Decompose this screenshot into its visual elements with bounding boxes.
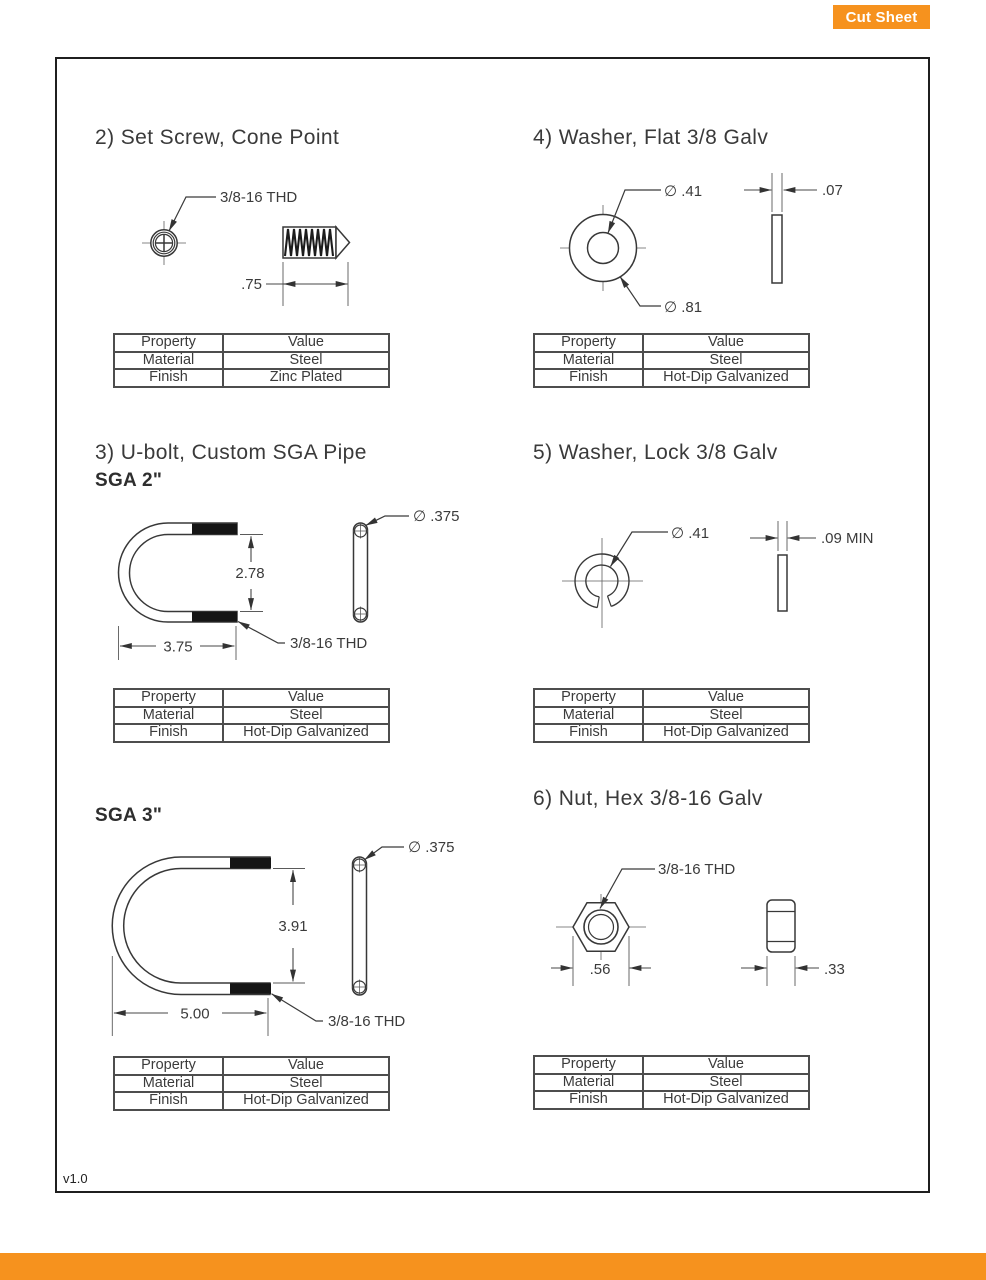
table-header-cell: Property	[534, 689, 643, 707]
table-header-cell: Value	[643, 1056, 809, 1074]
washer-flat-table	[533, 333, 810, 388]
title-washer-flat: 4) Washer, Flat 3/8 Galv	[533, 126, 769, 149]
washer-flat-id-label: ∅ .41	[664, 183, 703, 200]
table-cell: Steel	[643, 707, 809, 725]
table-header-cell: Property	[534, 1056, 643, 1074]
table-header-cell: Property	[114, 334, 223, 352]
title-nut: 6) Nut, Hex 3/8-16 Galv	[533, 787, 763, 810]
table-cell: Material	[114, 1075, 223, 1093]
table-cell: Material	[114, 352, 223, 370]
nut-table	[533, 1055, 810, 1110]
version-label: v1.0	[63, 1171, 88, 1186]
set-screw-length-label: .75	[241, 276, 262, 293]
table-cell: Finish	[534, 369, 643, 387]
table-cell: Hot-Dip Galvanized	[643, 369, 809, 387]
washer-flat-thickness-label: .07	[822, 182, 843, 199]
table-cell: Material	[114, 707, 223, 725]
ubolt-sga2-dia-label: ∅ .375	[413, 508, 460, 525]
table-cell: Finish	[534, 724, 643, 742]
table-cell: Steel	[223, 707, 389, 725]
table-cell: Finish	[114, 1092, 223, 1110]
table-cell: Finish	[534, 1091, 643, 1109]
set-screw-table	[113, 333, 390, 388]
table-cell: Hot-Dip Galvanized	[223, 1092, 389, 1110]
washer-lock-thickness-label: .09 MIN	[821, 530, 874, 547]
title-set-screw: 2) Set Screw, Cone Point	[95, 126, 340, 149]
table-header-cell: Value	[643, 334, 809, 352]
set-screw-drawing	[142, 189, 350, 306]
table-header-cell: Property	[114, 689, 223, 707]
ubolt-sga3-drawing	[112, 839, 454, 1036]
table-cell: Material	[534, 1074, 643, 1092]
table-header-cell: Value	[223, 689, 389, 707]
washer-lock-id-label: ∅ .41	[671, 525, 710, 542]
washer-flat-od-label: ∅ .81	[664, 299, 703, 316]
table-header-cell: Value	[223, 1057, 389, 1075]
table-cell: Steel	[223, 352, 389, 370]
washer-flat-drawing	[560, 173, 843, 316]
set-screw-thread-label: 3/8-16 THD	[220, 189, 298, 206]
bottom-accent-bar	[0, 1253, 986, 1280]
table-header-cell: Property	[114, 1057, 223, 1075]
table-cell: Finish	[114, 369, 223, 387]
ubolt-sga3-table	[113, 1056, 390, 1111]
washer-lock-drawing	[562, 521, 874, 628]
ubolt-sga3-width-label: 5.00	[180, 1005, 210, 1023]
cut-sheet-tab[interactable]: Cut Sheet	[833, 5, 930, 29]
table-cell: Steel	[643, 352, 809, 370]
table-cell: Zinc Plated	[223, 369, 389, 387]
table-cell: Steel	[223, 1075, 389, 1093]
nut-thickness-label: .33	[824, 961, 845, 978]
ubolt-sga3-height-label: 3.91	[278, 918, 308, 935]
ubolt-sga2-drawing	[119, 508, 460, 660]
title-washer-lock: 5) Washer, Lock 3/8 Galv	[533, 441, 778, 464]
ubolt-sga2-table	[113, 688, 390, 743]
ubolt-sga2-height-label: 2.78	[235, 565, 265, 582]
table-header-cell: Property	[534, 334, 643, 352]
table-cell: Material	[534, 707, 643, 725]
nut-drawing	[551, 861, 845, 986]
ubolt-sga3-thread-label: 3/8-16 THD	[328, 1013, 406, 1030]
table-cell: Hot-Dip Galvanized	[643, 1091, 809, 1109]
ubolt-sga2-thread-label: 3/8-16 THD	[290, 635, 368, 652]
table-cell: Hot-Dip Galvanized	[223, 724, 389, 742]
title-ubolt: 3) U-bolt, Custom SGA Pipe	[95, 441, 367, 464]
subtitle-sga2: SGA 2"	[95, 470, 163, 491]
table-cell: Hot-Dip Galvanized	[643, 724, 809, 742]
subtitle-sga3: SGA 3"	[95, 805, 163, 826]
table-cell: Material	[534, 352, 643, 370]
table-cell: Finish	[114, 724, 223, 742]
table-header-cell: Value	[223, 334, 389, 352]
table-header-cell: Value	[643, 689, 809, 707]
nut-width-label: .56	[589, 961, 611, 978]
ubolt-sga3-dia-label: ∅ .375	[408, 839, 455, 856]
table-cell: Steel	[643, 1074, 809, 1092]
ubolt-sga2-width-label: 3.75	[163, 638, 193, 656]
washer-lock-table	[533, 688, 810, 743]
nut-thread-label: 3/8-16 THD	[658, 861, 736, 878]
